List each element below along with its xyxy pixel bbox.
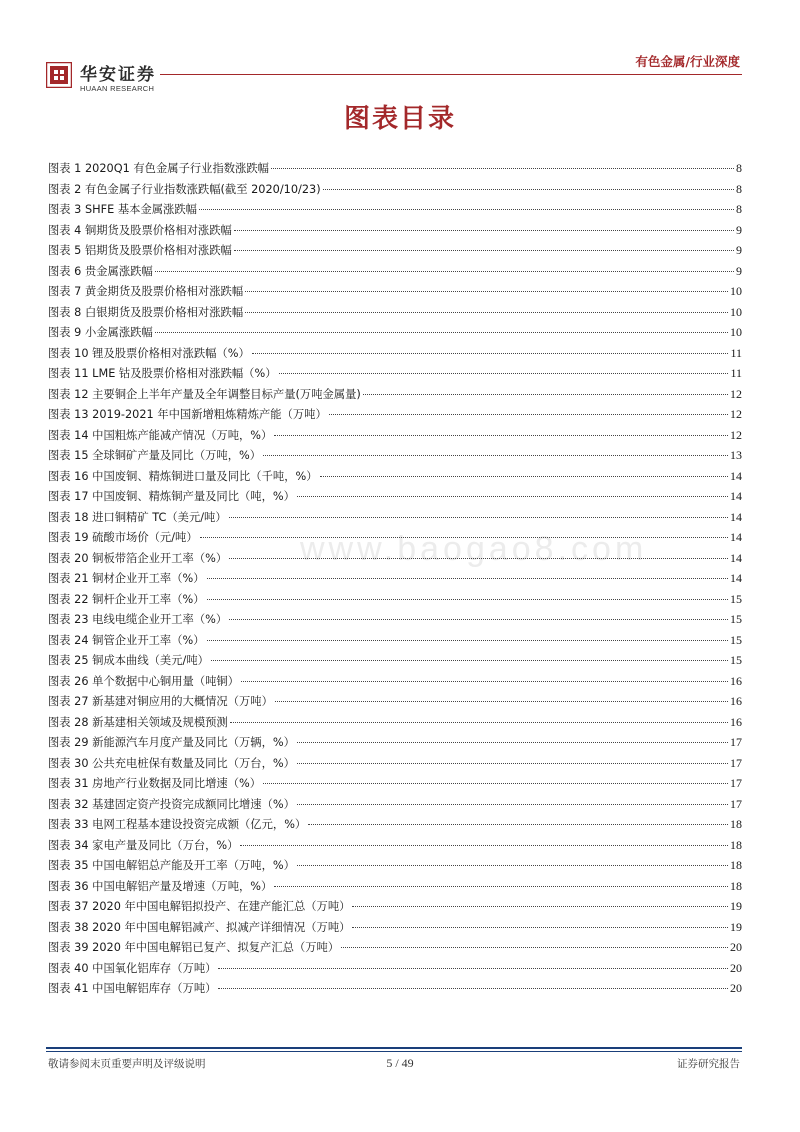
toc-entry-label[interactable]: 图表 27 新基建对铜应用的大概情况（万吨） xyxy=(48,695,273,708)
toc-dot-leader xyxy=(275,701,728,702)
footer-disclaimer: 敬请参阅末页重要声明及评级说明 xyxy=(48,1058,206,1070)
toc-entry-page[interactable]: 18 xyxy=(730,858,742,872)
toc-entry-label[interactable]: 图表 32 基建固定资产投资完成额同比增速（%） xyxy=(48,797,295,811)
toc-entry[interactable] xyxy=(48,488,742,509)
toc-entry-label[interactable]: 图表 41 中国电解铝库存（万吨） xyxy=(48,982,217,995)
toc-dot-leader xyxy=(274,435,728,436)
toc-entry-page[interactable]: 8 xyxy=(736,202,742,216)
toc-entry-label[interactable]: 图表 39 2020 年中国电解铝已复产、拟复产汇总（万吨） xyxy=(48,941,340,954)
toc-dot-leader xyxy=(207,640,728,641)
toc-entry-page[interactable]: 18 xyxy=(730,878,742,893)
toc-dot-leader xyxy=(229,558,728,559)
toc-entry-page[interactable]: 20 xyxy=(730,981,742,995)
toc-dot-leader xyxy=(234,250,734,251)
toc-entry-page[interactable]: 17 xyxy=(730,796,742,811)
toc-dot-leader xyxy=(271,168,734,169)
toc-entry-page[interactable]: 18 xyxy=(730,817,742,831)
toc-entry-label[interactable]: 图表 23 电线电缆企业开工率（%） xyxy=(48,613,228,626)
toc-entry-page[interactable]: 15 xyxy=(730,632,742,647)
chart-table-of-contents xyxy=(48,160,742,1001)
toc-entry-page[interactable]: 18 xyxy=(730,837,742,852)
toc-entry[interactable] xyxy=(48,447,742,468)
toc-dot-leader xyxy=(252,353,729,354)
toc-entry-label[interactable]: 图表 21 铜材企业开工率（%） xyxy=(48,572,205,585)
footer-report-type: 证券研究报告 xyxy=(677,1058,740,1070)
toc-entry-page[interactable]: 10 xyxy=(730,304,742,319)
toc-dot-leader xyxy=(218,968,728,969)
toc-entry-page[interactable]: 20 xyxy=(730,960,742,975)
toc-entry-page[interactable]: 17 xyxy=(730,776,742,790)
toc-entry-label[interactable]: 图表 33 电网工程基本建设投资完成额（亿元，%） xyxy=(48,818,307,831)
toc-entry-page[interactable]: 13 xyxy=(730,448,742,462)
toc-entry[interactable] xyxy=(48,283,742,304)
toc-entry-label[interactable]: 图表 12 主要铜企上半年产量及全年调整目标产量(万吨金属量) xyxy=(48,387,361,401)
toc-dot-leader xyxy=(352,927,728,928)
toc-entry-label[interactable]: 图表 15 全球铜矿产量及同比（万吨，%） xyxy=(48,449,262,462)
toc-entry-label[interactable]: 图表 4 铜期货及股票价格相对涨跌幅 xyxy=(48,223,232,237)
logo-english-name: HUAAN RESEARCH xyxy=(80,84,155,93)
toc-entry-page[interactable]: 19 xyxy=(730,899,742,913)
toc-entry-label[interactable]: 图表 3 SHFE 基本金属涨跌幅 xyxy=(48,203,197,216)
toc-entry-label[interactable]: 图表 5 铝期货及股票价格相对涨跌幅 xyxy=(48,244,232,257)
page-title: 图表目录 xyxy=(343,104,456,134)
toc-entry-label[interactable]: 图表 22 铜杆企业开工率（%） xyxy=(48,592,205,606)
footer-divider-thick xyxy=(46,1047,742,1049)
toc-entry[interactable] xyxy=(48,591,742,612)
toc-dot-leader xyxy=(207,578,728,579)
toc-entry[interactable] xyxy=(48,734,742,755)
toc-entry-page[interactable]: 14 xyxy=(730,550,742,565)
toc-entry-page[interactable]: 14 xyxy=(730,530,742,544)
toc-dot-leader xyxy=(240,845,728,846)
toc-entry[interactable] xyxy=(48,816,742,837)
huaan-logo-icon xyxy=(46,62,72,88)
toc-dot-leader xyxy=(297,865,728,866)
toc-entry-label[interactable]: 图表 20 铜板带箔企业开工率（%） xyxy=(48,551,228,565)
toc-entry-page[interactable]: 9 xyxy=(736,243,742,257)
toc-entry[interactable] xyxy=(48,611,742,632)
toc-entry-page[interactable]: 12 xyxy=(730,427,742,442)
toc-dot-leader xyxy=(320,476,728,477)
toc-dot-leader xyxy=(263,783,728,784)
toc-entry-page[interactable]: 12 xyxy=(730,386,742,401)
toc-entry[interactable] xyxy=(48,755,742,776)
toc-entry-label[interactable]: 图表 29 新能源汽车月度产量及同比（万辆，%） xyxy=(48,736,295,749)
toc-entry-label[interactable]: 图表 14 中国粗炼产能减产情况（万吨，%） xyxy=(48,428,273,442)
toc-entry-label[interactable]: 图表 30 公共充电桩保有数量及同比（万台，%） xyxy=(48,756,295,770)
toc-entry[interactable] xyxy=(48,652,742,673)
toc-entry-page[interactable]: 16 xyxy=(730,694,742,708)
toc-entry-page[interactable]: 17 xyxy=(730,735,742,749)
toc-entry-label[interactable]: 图表 6 贵金属涨跌幅 xyxy=(48,264,153,278)
toc-entry[interactable] xyxy=(48,878,742,899)
toc-dot-leader xyxy=(308,824,728,825)
toc-entry[interactable] xyxy=(48,365,742,386)
toc-entry-label[interactable]: 图表 9 小金属涨跌幅 xyxy=(48,326,153,339)
toc-entry[interactable] xyxy=(48,427,742,448)
toc-entry-label[interactable]: 图表 25 铜成本曲线（美元/吨） xyxy=(48,654,209,667)
toc-entry-label[interactable]: 图表 11 LME 钴及股票价格相对涨跌幅（%） xyxy=(48,367,277,380)
toc-entry[interactable] xyxy=(48,304,742,325)
toc-dot-leader xyxy=(352,906,728,907)
toc-entry[interactable] xyxy=(48,201,742,222)
toc-dot-leader xyxy=(245,312,728,313)
toc-entry[interactable] xyxy=(48,837,742,858)
toc-entry-label[interactable]: 图表 36 中国电解铝产量及增速（万吨，%） xyxy=(48,879,273,893)
toc-entry[interactable] xyxy=(48,263,742,284)
toc-entry-label[interactable]: 图表 13 2019-2021 年中国新增粗炼精炼产能（万吨） xyxy=(48,408,327,421)
toc-dot-leader xyxy=(363,394,728,395)
toc-dot-leader xyxy=(297,763,728,764)
toc-dot-leader xyxy=(323,189,734,190)
toc-entry-label[interactable]: 图表 24 铜管企业开工率（%） xyxy=(48,633,205,647)
toc-entry-label[interactable]: 图表 2 有色金属子行业指数涨跌幅(截至 2020/10/23) xyxy=(48,182,321,196)
toc-entry-page[interactable]: 14 xyxy=(730,468,742,483)
toc-dot-leader xyxy=(274,886,728,887)
toc-dot-leader xyxy=(241,681,728,682)
toc-entry-label[interactable]: 图表 38 2020 年中国电解铝减产、拟减产详细情况（万吨） xyxy=(48,920,351,934)
toc-entry[interactable] xyxy=(48,960,742,981)
page-number: 5 / 49 xyxy=(386,1056,414,1070)
toc-entry[interactable] xyxy=(48,160,742,181)
footer-divider-thin xyxy=(46,1051,742,1052)
toc-entry[interactable] xyxy=(48,386,742,407)
toc-entry-page[interactable]: 15 xyxy=(730,653,742,667)
toc-dot-leader xyxy=(297,496,728,497)
toc-entry-label[interactable]: 图表 7 黄金期货及股票价格相对涨跌幅 xyxy=(48,285,244,298)
toc-dot-leader xyxy=(279,373,729,374)
toc-entry-label[interactable]: 图表 37 2020 年中国电解铝拟投产、在建产能汇总（万吨） xyxy=(48,900,351,913)
toc-entry-page[interactable]: 9 xyxy=(736,263,742,278)
toc-entry-page[interactable]: 15 xyxy=(730,591,742,606)
toc-entry-label[interactable]: 图表 16 中国废铜、精炼铜进口量及同比（千吨，%） xyxy=(48,469,318,483)
toc-entry-page[interactable]: 20 xyxy=(730,940,742,954)
toc-entry[interactable] xyxy=(48,673,742,694)
toc-entry[interactable] xyxy=(48,242,742,263)
toc-entry-label[interactable]: 图表 17 中国废铜、精炼铜产量及同比（吨，%） xyxy=(48,490,295,503)
toc-dot-leader xyxy=(200,537,728,538)
toc-entry[interactable] xyxy=(48,509,742,530)
toc-entry[interactable] xyxy=(48,550,742,571)
toc-entry[interactable] xyxy=(48,632,742,653)
toc-entry-page[interactable]: 11 xyxy=(730,345,742,360)
toc-entry[interactable] xyxy=(48,406,742,427)
toc-entry-page[interactable]: 14 xyxy=(730,509,742,524)
toc-entry-page[interactable]: 8 xyxy=(736,161,742,175)
toc-entry-label[interactable]: 图表 19 硫酸市场价（元/吨） xyxy=(48,531,198,544)
toc-entry[interactable] xyxy=(48,714,742,735)
toc-entry[interactable] xyxy=(48,345,742,366)
logo-chinese-name: 华安证券 xyxy=(80,65,156,85)
toc-entry-label[interactable]: 图表 1 2020Q1 有色金属子行业指数涨跌幅 xyxy=(48,162,269,175)
toc-entry[interactable] xyxy=(48,898,742,919)
toc-entry-label[interactable]: 图表 40 中国氧化铝库存（万吨） xyxy=(48,961,217,975)
watermark: www.baogao8.com xyxy=(300,530,648,568)
toc-dot-leader xyxy=(234,230,734,231)
toc-entry[interactable] xyxy=(48,222,742,243)
toc-dot-leader xyxy=(329,414,728,415)
toc-entry-page[interactable]: 10 xyxy=(730,325,742,339)
toc-entry-label[interactable]: 图表 8 白银期货及股票价格相对涨跌幅 xyxy=(48,305,244,319)
toc-entry[interactable] xyxy=(48,324,742,345)
toc-dot-leader xyxy=(207,599,728,600)
toc-entry-label[interactable]: 图表 31 房地产行业数据及同比增速（%） xyxy=(48,777,262,790)
toc-entry[interactable] xyxy=(48,919,742,940)
header-divider xyxy=(160,74,742,75)
toc-entry-page[interactable]: 16 xyxy=(730,714,742,729)
page-header xyxy=(0,0,800,100)
toc-dot-leader xyxy=(297,742,728,743)
toc-dot-leader xyxy=(245,291,728,292)
toc-entry-page[interactable]: 14 xyxy=(730,489,742,503)
toc-dot-leader xyxy=(199,209,734,210)
toc-dot-leader xyxy=(155,271,734,272)
toc-dot-leader xyxy=(230,722,728,723)
toc-entry-page[interactable]: 12 xyxy=(730,407,742,421)
toc-dot-leader xyxy=(263,455,728,456)
toc-entry[interactable] xyxy=(48,529,742,550)
toc-entry-page[interactable]: 16 xyxy=(730,673,742,688)
toc-entry[interactable] xyxy=(48,181,742,202)
toc-entry-page[interactable]: 8 xyxy=(736,181,742,196)
toc-entry[interactable] xyxy=(48,693,742,714)
toc-entry[interactable] xyxy=(48,570,742,591)
toc-entry[interactable] xyxy=(48,980,742,1001)
toc-dot-leader xyxy=(297,804,728,805)
toc-entry-page[interactable]: 9 xyxy=(736,222,742,237)
toc-entry-page[interactable]: 19 xyxy=(730,919,742,934)
toc-entry[interactable] xyxy=(48,796,742,817)
toc-entry-page[interactable]: 10 xyxy=(730,284,742,298)
toc-dot-leader xyxy=(218,988,728,989)
toc-entry[interactable] xyxy=(48,857,742,878)
toc-entry-label[interactable]: 图表 34 家电产量及同比（万台，%） xyxy=(48,838,239,852)
toc-dot-leader xyxy=(229,619,728,620)
toc-entry-label[interactable]: 图表 28 新基建相关领域及规模预测 xyxy=(48,715,228,729)
toc-entry-label[interactable]: 图表 18 进口铜精矿 TC（美元/吨） xyxy=(48,510,227,524)
toc-entry-page[interactable]: 15 xyxy=(730,612,742,626)
toc-entry-page[interactable]: 17 xyxy=(730,755,742,770)
toc-entry-label[interactable]: 图表 10 锂及股票价格相对涨跌幅（%） xyxy=(48,346,250,360)
toc-dot-leader xyxy=(229,517,728,518)
toc-dot-leader xyxy=(155,332,728,333)
toc-entry-label[interactable]: 图表 35 中国电解铝总产能及开工率（万吨，%） xyxy=(48,859,295,872)
toc-dot-leader xyxy=(211,660,728,661)
toc-entry-page[interactable]: 11 xyxy=(730,366,742,380)
toc-entry[interactable] xyxy=(48,468,742,489)
toc-entry[interactable] xyxy=(48,775,742,796)
report-category: 有色金属/行业深度 xyxy=(635,54,740,69)
toc-entry-page[interactable]: 14 xyxy=(730,571,742,585)
toc-dot-leader xyxy=(341,947,728,948)
toc-entry[interactable] xyxy=(48,939,742,960)
toc-entry-label[interactable]: 图表 26 单个数据中心铜用量（吨铜） xyxy=(48,674,240,688)
